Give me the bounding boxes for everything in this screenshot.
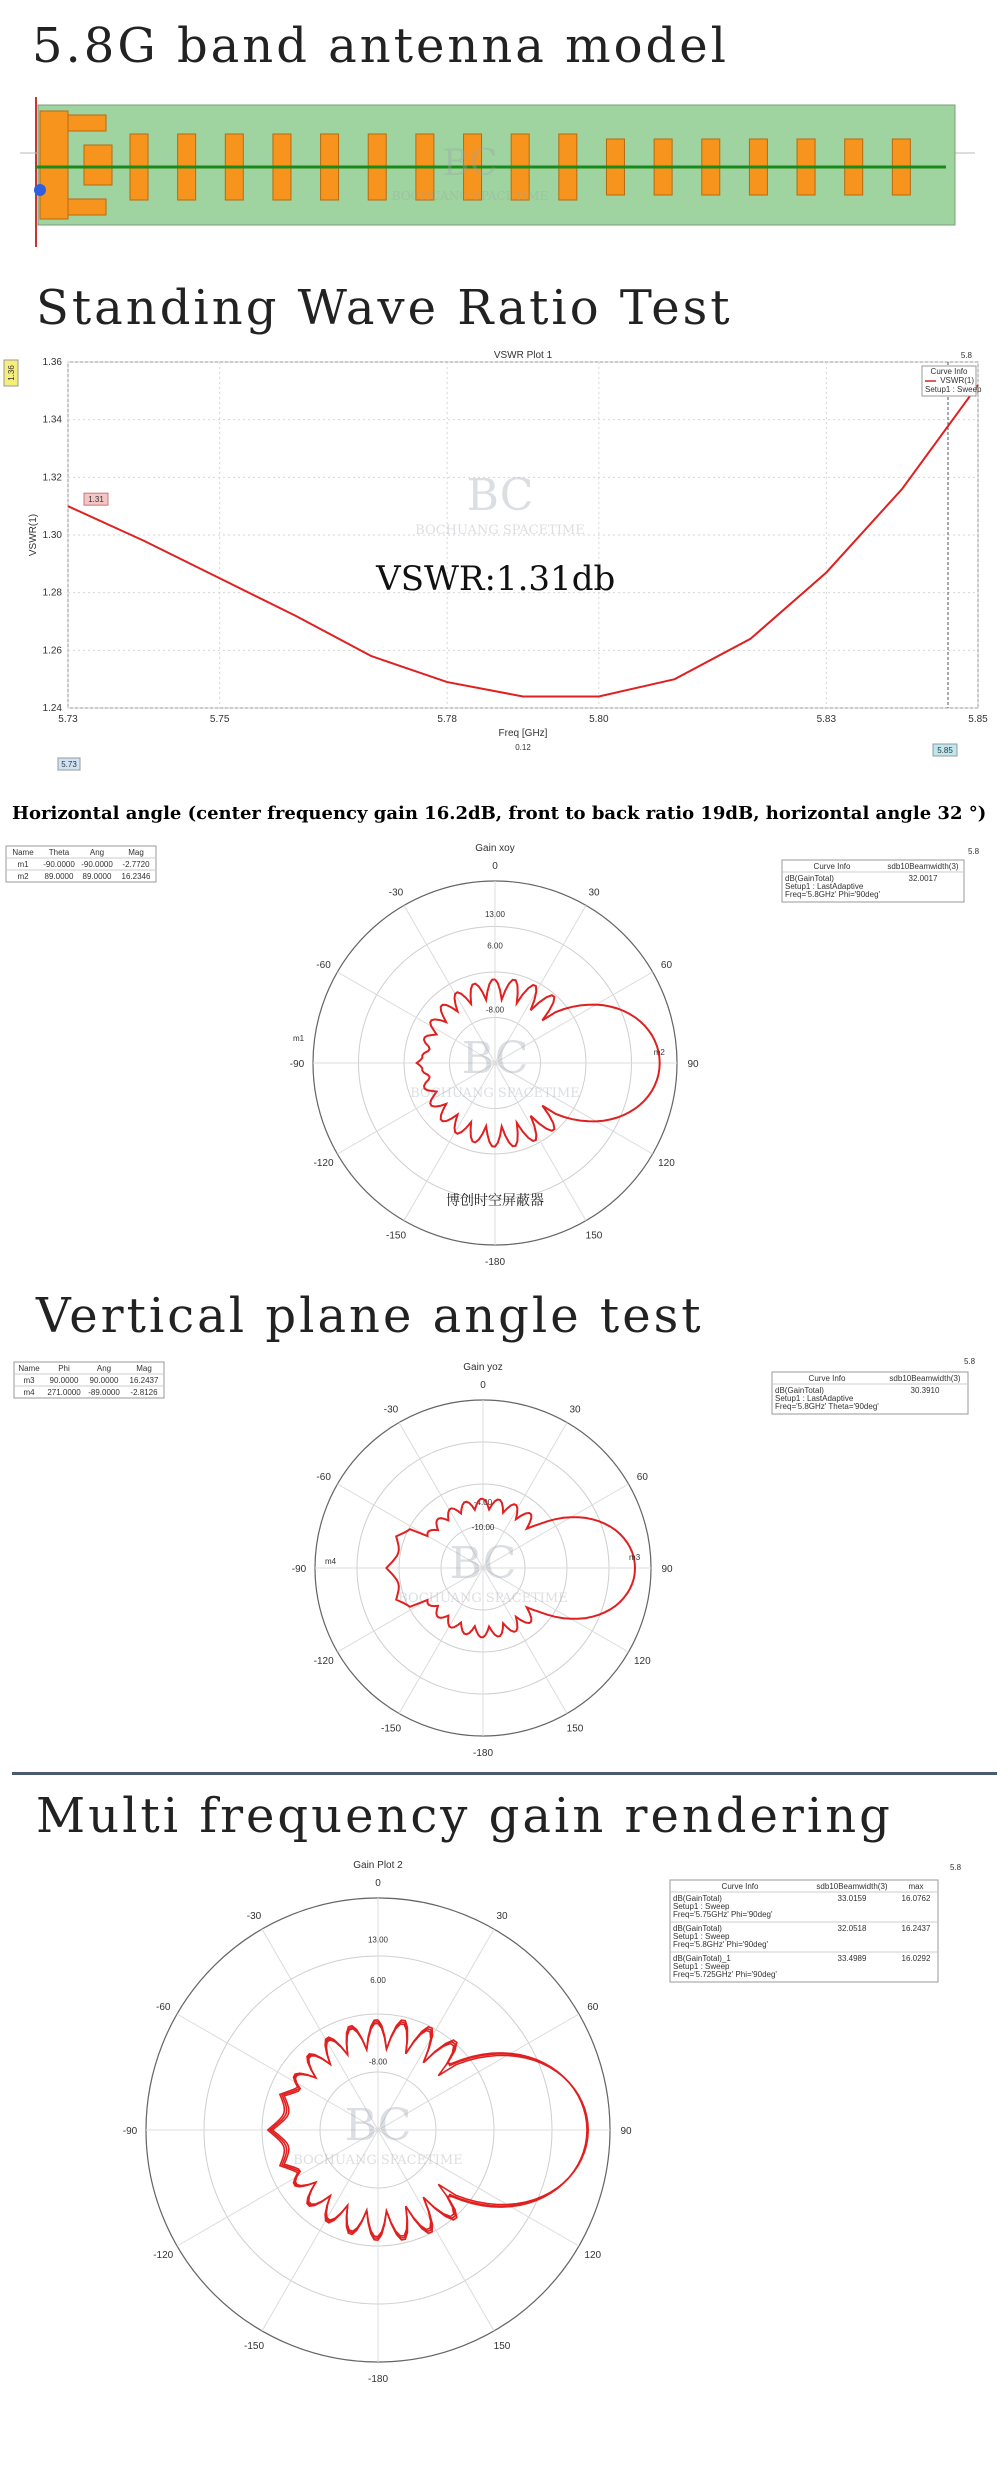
marker-tag: m1 — [293, 1034, 305, 1043]
marker-table-cell: m1 — [17, 860, 29, 869]
marker-table-cell: 16.2437 — [129, 1376, 159, 1385]
marker-tag: m4 — [325, 1557, 337, 1566]
antenna-feed-element — [68, 199, 106, 215]
angle-tick-label: 0 — [492, 861, 498, 872]
legend-header: Curve Info — [930, 367, 968, 376]
marker-table-header: Ang — [89, 848, 105, 857]
legend-table-header: sdb10Beamwidth(3) — [816, 1882, 888, 1891]
marker-table-header: Theta — [48, 848, 70, 857]
legend-entry: VSWR(1) — [940, 376, 974, 385]
legend-table-cell: dB(GainTotal) — [673, 1924, 722, 1933]
legend-table-cell: dB(GainTotal) — [775, 1386, 824, 1395]
marker-table-cell: m3 — [23, 1376, 35, 1385]
legend-table-header: sdb10Beamwidth(3) — [889, 1374, 961, 1383]
angle-tick-label: -90 — [291, 1564, 307, 1575]
x-tick-label: 5.80 — [589, 714, 609, 725]
angle-tick-label: -90 — [122, 2126, 138, 2137]
angle-tick-label: -60 — [316, 960, 331, 971]
corner-value: 5.8 — [968, 847, 980, 856]
y-tick-label: 1.24 — [42, 703, 62, 714]
angle-tick-label: -90 — [289, 1059, 305, 1070]
marker-table-cell: m2 — [17, 872, 29, 881]
corner-value: 5.85 — [937, 746, 953, 755]
angle-tick-label: -180 — [484, 1257, 506, 1268]
angle-tick-label: 0 — [480, 1380, 486, 1391]
feed-point — [34, 184, 46, 196]
x-tick-label: 5.83 — [816, 714, 837, 725]
legend-table-cell: 16.0292 — [901, 1954, 931, 1963]
marker-table-cell: 16.2346 — [121, 872, 151, 881]
marker-table-header: Mag — [136, 1364, 152, 1373]
marker-table-cell: 90.0000 — [49, 1376, 79, 1385]
watermark-text: BOCHUANG SPACETIME — [415, 523, 585, 538]
model-title: 5.8G band antenna model — [32, 18, 730, 74]
marker-table-cell: 90.0000 — [89, 1376, 119, 1385]
y-tick-label: 1.28 — [42, 587, 62, 599]
legend-table-cell: 16.0762 — [901, 1894, 931, 1903]
radial-tick-label: 13.00 — [484, 909, 506, 919]
chinese-watermark: 博创时空屏蔽器 — [446, 1193, 544, 1209]
legend-table-cell: 32.0518 — [837, 1924, 867, 1933]
angle-tick-label: 120 — [634, 1656, 651, 1667]
angle-tick-label: 0 — [375, 1878, 381, 1889]
polar-title: Gain yoz — [463, 1362, 503, 1373]
corner-value: 1.36 — [7, 365, 16, 381]
angle-tick-label: 90 — [661, 1564, 673, 1575]
angle-tick-label: 90 — [620, 2126, 632, 2137]
corner-value: 5.8 — [960, 351, 972, 360]
angle-tick-label: -150 — [385, 1230, 407, 1242]
angle-tick-label: 30 — [569, 1404, 581, 1416]
antenna-feed-element — [84, 145, 112, 185]
watermark-text: BOCHUANG SPACETIME — [293, 2153, 463, 2168]
polar-chart-vertical — [0, 1346, 1000, 1759]
vertical-title: Vertical plane angle test — [36, 1288, 704, 1344]
antenna-model-figure — [0, 95, 1000, 250]
marker-table-cell: 89.0000 — [44, 872, 74, 881]
legend-table-cell: Setup1 : Sweep — [673, 1962, 730, 1971]
legend-table-cell: 33.0159 — [837, 1894, 867, 1903]
legend-table-cell: Setup1 : LastAdaptive — [775, 1394, 854, 1403]
section-divider — [12, 1772, 997, 1775]
y-tick-label: 1.26 — [42, 645, 62, 657]
radial-tick-label: -8.00 — [485, 1005, 505, 1015]
radial-tick-label: 6.00 — [487, 941, 503, 951]
radial-tick-label: -8.00 — [368, 2057, 388, 2067]
x-axis-label: Freq [GHz] — [498, 728, 548, 739]
marker-table-cell: 271.0000 — [47, 1388, 81, 1397]
legend-table-cell: 16.2437 — [901, 1924, 931, 1933]
angle-tick-label: 120 — [584, 2250, 602, 2261]
radial-tick-label: 6.00 — [370, 1976, 386, 1986]
legend-table-cell: Setup1 : LastAdaptive — [785, 882, 864, 891]
watermark-text: BOCHUANG SPACETIME — [391, 189, 549, 203]
angle-tick-label: -150 — [243, 2340, 265, 2352]
legend-table-cell: Setup1 : Sweep — [673, 1902, 730, 1911]
marker-table-header: Mag — [128, 848, 144, 857]
polar-chart-horizontal — [0, 838, 1000, 1268]
watermark-text: BOCHUANG SPACETIME — [410, 1086, 580, 1101]
angle-tick-label: -60 — [155, 2002, 171, 2013]
angle-tick-label: 120 — [658, 1158, 675, 1169]
legend-table-cell: Freq='5.8GHz' Phi='90deg' — [673, 1940, 769, 1949]
angle-tick-label: -60 — [316, 1472, 331, 1483]
y-tick-label: 1.30 — [42, 530, 62, 541]
corner-value: 5.73 — [61, 760, 77, 769]
marker-table-cell: 89.0000 — [82, 872, 112, 881]
watermark-logo: BC — [461, 1033, 529, 1084]
legend-table-header: Curve Info — [813, 862, 851, 871]
y-tick-label: 1.32 — [42, 472, 62, 484]
marker-table-cell: -2.7720 — [122, 860, 150, 869]
angle-tick-label: 60 — [660, 960, 673, 971]
marker-table-cell: -90.0000 — [43, 860, 75, 869]
marker-table-cell: -90.0000 — [81, 860, 113, 869]
angle-tick-label: -120 — [313, 1158, 334, 1169]
angle-tick-label: -30 — [388, 887, 404, 899]
angle-tick-label: 60 — [587, 2002, 599, 2013]
marker-table-cell: -2.8126 — [130, 1388, 158, 1397]
watermark-logo: BC — [442, 143, 498, 184]
vswr-title: Standing Wave Ratio Test — [36, 280, 733, 336]
angle-tick-label: -30 — [246, 1911, 262, 1923]
angle-tick-label: 90 — [687, 1059, 699, 1070]
legend-table-cell: 30.3910 — [910, 1386, 940, 1395]
polar-title: Gain Plot 2 — [353, 1860, 403, 1871]
marker-table-header: Phi — [58, 1364, 70, 1373]
radial-tick-label: 13.00 — [367, 1935, 389, 1945]
x-tick-label: 5.75 — [209, 714, 230, 725]
angle-tick-label: -120 — [153, 2250, 174, 2261]
antenna-feed-element — [40, 111, 68, 219]
legend-table-cell: dB(GainTotal)_1 — [673, 1954, 731, 1963]
watermark-text: BOCHUANG SPACETIME — [398, 1591, 568, 1606]
vswr-chart — [0, 340, 1000, 769]
legend-table-cell: Freq='5.75GHz' Phi='90deg' — [673, 1910, 773, 1919]
marker-table-header: Name — [12, 848, 34, 857]
marker-tag: m2 — [653, 1048, 665, 1057]
legend-table-header: max — [908, 1882, 924, 1891]
horizontal-title: Horizontal angle (center frequency gain 16.2dB, front to back ratio 19dB, horizontal angle 32 °) — [12, 803, 987, 824]
legend-table-cell: dB(GainTotal) — [673, 1894, 722, 1903]
angle-tick-label: -180 — [472, 1748, 494, 1759]
angle-tick-label: -180 — [367, 2374, 389, 2385]
legend-table-header: sdb10Beamwidth(3) — [887, 862, 959, 871]
angle-tick-label: 30 — [588, 887, 600, 899]
polar-spoke — [399, 1568, 483, 1713]
watermark-logo: BC — [344, 2100, 412, 2151]
antenna-feed-element — [68, 115, 106, 131]
y-tick-label: 1.34 — [42, 414, 62, 426]
x-tick-label: 5.85 — [968, 714, 988, 725]
marker-table-cell: -89.0000 — [88, 1388, 120, 1397]
x-tick-label: 5.73 — [58, 714, 78, 725]
chart-title: VSWR Plot 1 — [493, 350, 553, 361]
x-tick-label: 5.78 — [437, 714, 457, 725]
legend-table-header: Curve Info — [808, 1374, 846, 1383]
corner-value: 5.8 — [964, 1357, 976, 1366]
marker-tag: m3 — [629, 1553, 641, 1562]
angle-tick-label: 150 — [493, 2340, 511, 2352]
angle-tick-label: -120 — [313, 1656, 334, 1667]
corner-value: 5.8 — [950, 1863, 962, 1872]
angle-tick-label: -30 — [383, 1404, 399, 1416]
legend-table-cell: Freq='5.725GHz' Phi='90deg' — [673, 1970, 777, 1979]
legend-entry: Setup1 : Sweep — [925, 385, 982, 394]
legend-table-cell: Freq='5.8GHz' Theta='90deg' — [775, 1402, 879, 1411]
angle-tick-label: 150 — [566, 1723, 584, 1735]
legend-table-cell: Setup1 : Sweep — [673, 1932, 730, 1941]
y-axis-label: VSWR(1) — [28, 513, 39, 557]
radial-tick-label: -10.00 — [471, 1523, 495, 1532]
marker-table-header: Ang — [96, 1364, 112, 1373]
angle-tick-label: -150 — [380, 1723, 402, 1735]
x-delta-label: 0.12 — [515, 743, 531, 752]
angle-tick-label: 30 — [496, 1911, 508, 1923]
y-tick-label: 1.36 — [42, 357, 62, 368]
angle-tick-label: 150 — [585, 1230, 603, 1242]
multi-title: Multi frequency gain rendering — [36, 1788, 893, 1844]
radial-tick-label: -4.00 — [473, 1497, 493, 1507]
polar-title: Gain xoy — [475, 843, 515, 854]
marker-table-cell: m4 — [23, 1388, 35, 1397]
legend-table-cell: 33.4989 — [837, 1954, 867, 1963]
marker-table-header: Name — [18, 1364, 40, 1373]
watermark-logo: BC — [466, 470, 534, 521]
legend-table-cell: 32.0017 — [908, 874, 938, 883]
polar-spoke — [483, 1568, 567, 1713]
legend-table-header: Curve Info — [721, 1882, 759, 1891]
polar-chart-multi — [0, 1850, 1000, 2390]
angle-tick-label: 60 — [636, 1472, 648, 1483]
legend-table-cell: dB(GainTotal) — [785, 874, 834, 883]
marker-value: 1.31 — [88, 495, 104, 505]
watermark-logo: BC — [449, 1538, 517, 1589]
vswr-annotation: VSWR:1.31db — [376, 559, 616, 599]
legend-table-cell: Freq='5.8GHz' Phi='90deg' — [785, 890, 881, 899]
